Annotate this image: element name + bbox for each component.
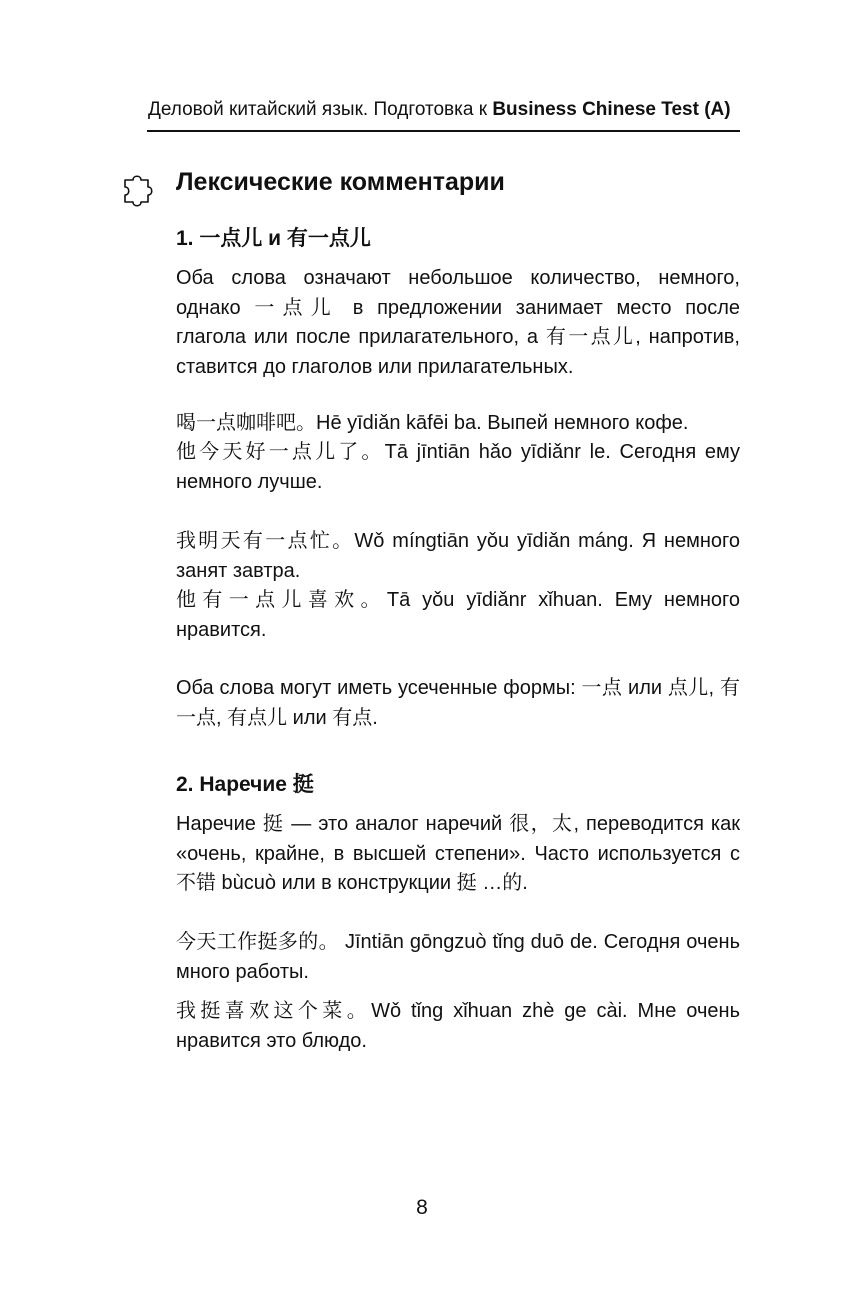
item-2-example: 我挺喜欢这个菜。Wǒ tǐng xǐhuan zhè ge cài. Мне очень нравится это блюдо. [176, 1000, 740, 1052]
item-1-example: 他有一点儿喜欢。Tā yǒu yīdiǎnr xǐhuan. Ему немного нравится. [176, 589, 740, 641]
header-rule [147, 130, 740, 132]
puzzle-piece-icon [120, 171, 160, 211]
running-header-bold: Business Chinese Test (A) [492, 99, 731, 120]
item-2-example: 今天工作挺多的。 Jīntiān gōngzuò tǐng duō de. Сегодня очень много работы. [176, 931, 740, 983]
item-1-example: 喝一点咖啡吧。Hē yīdiǎn kāfēi ba. Выпей немного кофе. [176, 412, 689, 434]
running-header-text: Деловой китайский язык. Подготовка к [148, 99, 493, 120]
item-1-note: Оба слова могут иметь усеченные формы: 一点 или 点儿, 有一点, 有点儿 или 有点. [176, 677, 740, 729]
item-1-heading: 1. 一点儿 и 有一点儿 [176, 227, 371, 250]
item-1-example: 我明天有一点忙。Wǒ míngtiān yǒu yīdiǎn máng. Я немного занят завтра. [176, 530, 740, 582]
item-2-paragraph: Наречие 挺 — это аналог наречий 很，太, переводится как «очень, крайне, в высшей степени». Часто используется с 不错 bùcuò или в конструкции 挺 …的. [176, 813, 740, 894]
item-1-paragraph: Оба слова означают небольшое количество, немного, однако 一点儿 в предложении занимает место после глагола или после прилагательного, а 有一点儿, напротив, ставится до глаголов или прилагательных. [176, 267, 740, 378]
item-2-heading: 2. Наречие 挺 [176, 773, 314, 796]
running-header [148, 99, 740, 121]
section-title: Лексические комментарии [176, 168, 505, 196]
page-number: 8 [416, 1196, 428, 1219]
item-1-example: 他今天好一点儿了。Tā jīntiān hǎo yīdiǎnr le. Сегодня ему немного лучше. [176, 441, 740, 493]
